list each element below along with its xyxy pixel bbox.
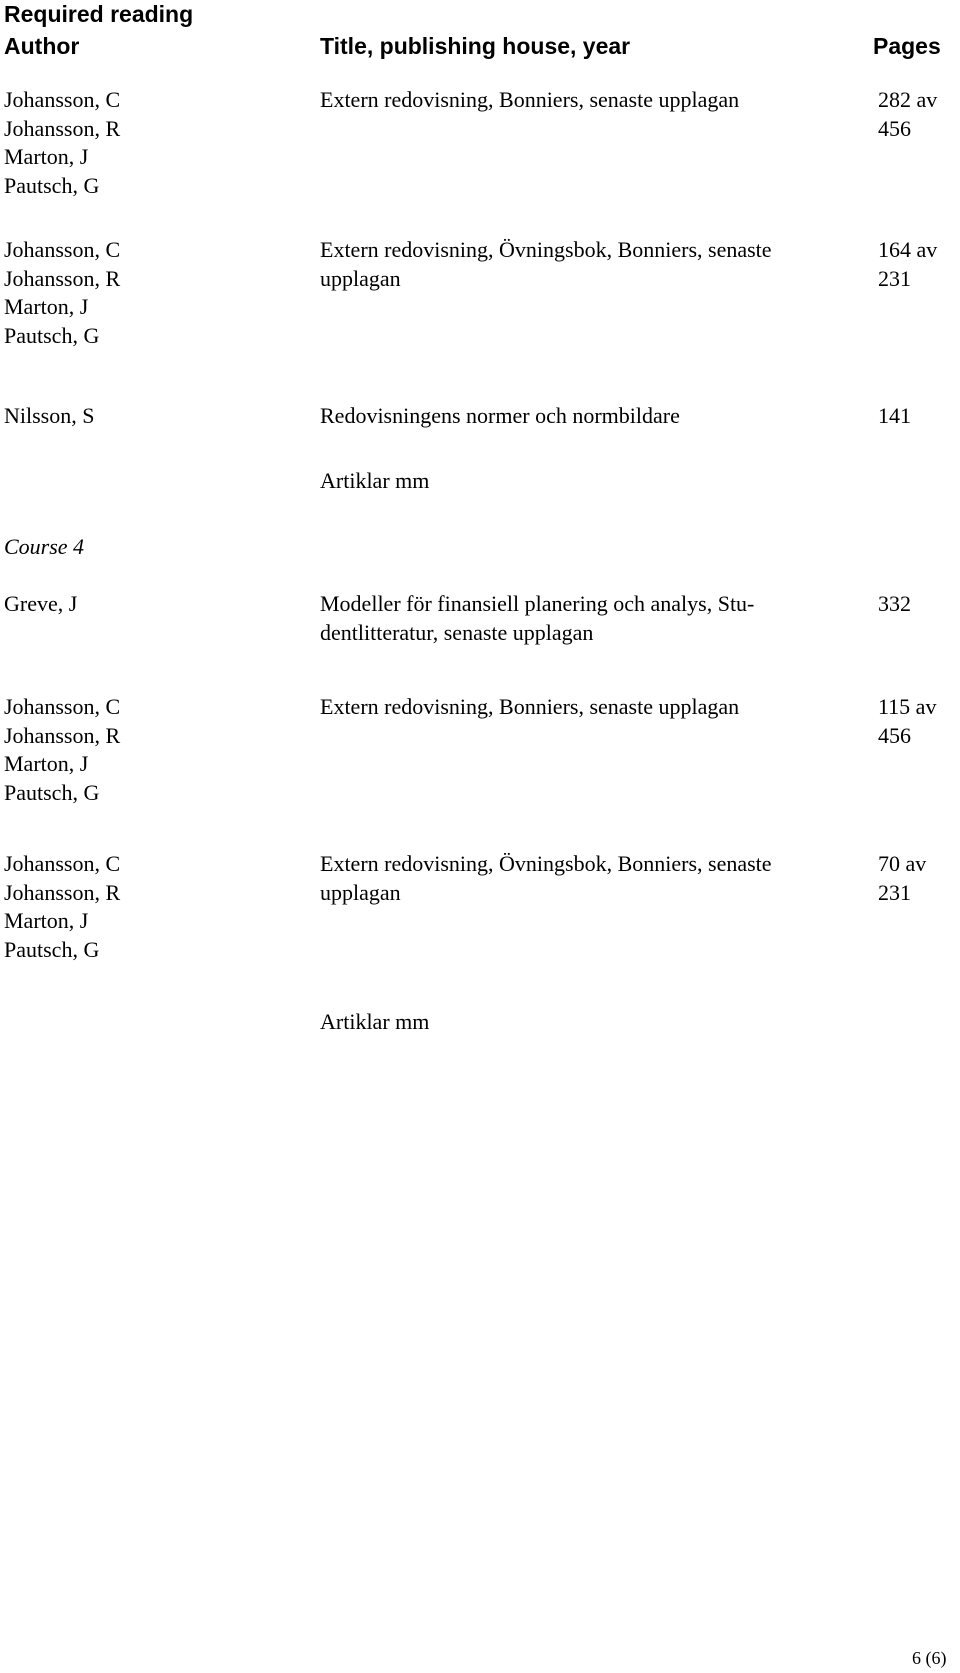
reading-row-3-title <box>320 402 850 431</box>
header-pages: Pages <box>873 33 941 59</box>
reading-row-2-pages <box>878 236 958 293</box>
reading-row-4-authors <box>4 590 284 619</box>
title-line: Modeller för finansiell planering och analys, Stu- <box>320 591 755 616</box>
title-line: Redovisningens normer och normbildare <box>320 403 680 428</box>
pages-line: 115 av <box>878 694 937 719</box>
reading-row-1-title <box>320 86 850 115</box>
pages-line: 70 av <box>878 851 927 876</box>
reading-row-2-authors <box>4 236 284 350</box>
course-label: Course 4 <box>4 534 85 559</box>
author-name: Pautsch, G <box>4 322 100 348</box>
pages-line: 456 <box>878 722 911 748</box>
author-name: Greve, J <box>4 591 78 616</box>
reading-row-6-authors <box>4 850 284 964</box>
reading-row-5-pages <box>878 693 958 750</box>
articles-note: Artiklar mm <box>320 1009 430 1034</box>
header-title: Title, publishing house, year <box>320 33 631 59</box>
author-name: Johansson, C <box>4 851 121 876</box>
reading-row-1-authors <box>4 86 284 200</box>
author-name: Johansson, R <box>4 879 121 905</box>
author-name: Nilsson, S <box>4 403 95 428</box>
section-title: Required reading <box>4 1 194 27</box>
pages-line: 231 <box>878 879 911 905</box>
reading-row-6-title <box>320 850 850 907</box>
author-name: Pautsch, G <box>4 936 100 962</box>
pages-line: 282 av <box>878 87 938 112</box>
title-line: Extern redovisning, Övningsbok, Bonniers, senaste <box>320 237 772 262</box>
author-name: Johansson, R <box>4 115 121 141</box>
author-name: Marton, J <box>4 751 89 776</box>
reading-row-1-pages <box>878 86 958 143</box>
reading-row-4-title <box>320 590 850 647</box>
articles-note: Artiklar mm <box>320 468 430 493</box>
author-name: Pautsch, G <box>4 172 100 198</box>
title-line: dentlitteratur, senaste upplagan <box>320 619 594 645</box>
page-number: 6 (6) <box>912 1648 947 1668</box>
author-name: Johansson, R <box>4 722 121 748</box>
author-name: Marton, J <box>4 908 89 933</box>
reading-row-5-authors <box>4 693 284 807</box>
title-line: upplagan <box>320 879 401 905</box>
author-name: Pautsch, G <box>4 779 100 805</box>
author-name: Johansson, C <box>4 87 121 112</box>
title-line: Extern redovisning, Bonniers, senaste upplagan <box>320 87 740 112</box>
author-name: Johansson, C <box>4 237 121 262</box>
title-line: Extern redovisning, Övningsbok, Bonniers, senaste <box>320 851 772 876</box>
reading-row-6-pages <box>878 850 958 907</box>
pages-line: 231 <box>878 265 911 291</box>
reading-row-3-authors <box>4 402 284 431</box>
pages-line: 456 <box>878 115 911 141</box>
reading-row-2-title <box>320 236 850 293</box>
pages-line: 164 av <box>878 237 938 262</box>
pages-line: 332 <box>878 591 911 616</box>
title-line: Extern redovisning, Bonniers, senaste upplagan <box>320 694 740 719</box>
reading-row-3-pages <box>878 402 958 431</box>
author-name: Johansson, R <box>4 265 121 291</box>
pages-line: 141 <box>878 403 911 428</box>
author-name: Marton, J <box>4 144 89 169</box>
title-line: upplagan <box>320 265 401 291</box>
author-name: Johansson, C <box>4 694 121 719</box>
reading-row-5-title <box>320 693 850 722</box>
reading-row-4-pages <box>878 590 958 619</box>
header-author: Author <box>4 33 80 59</box>
author-name: Marton, J <box>4 294 89 319</box>
